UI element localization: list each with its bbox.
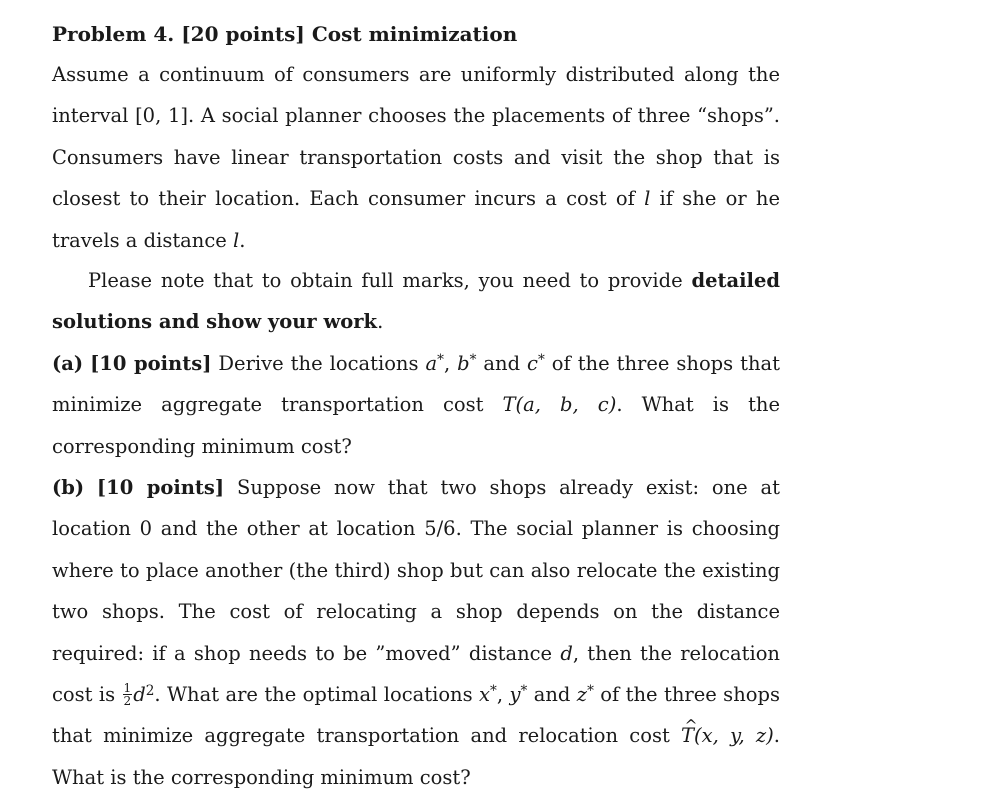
part-b: (b) [10 points] Suppose now that two shops already exist: one at location 0 and the other at location 5/6. The social planner is choosing where to place another (the third) shop but can also relocate the existing two shops. The cost of relocating a shop depends on the distance required: if a shop needs to be ”moved” distance d, then the relocation cost is $\frac{1}{2}$ $d^2$. What are the optimal locations x*, y* and z* of the three shops that minimize aggregate transportation and relocation cost ^ T(x, y, z). What is the corresponding minimum cost?: [52, 467, 780, 798]
intro-paragraph: Assume a continuum of consumers are uniformly distributed along the interval [0, 1]. A social planner chooses the placements of three “shops”. Consumers have linear transportation costs and visit the shop that is closest to their location. Each consumer incurs a cost of l if she or he travels a distance l.: [52, 63, 781, 252]
note-paragraph: Please note that to obtain full marks, you need to provide detailed solutions and show your work.: [52, 269, 780, 334]
t-hat: ^ T: [681, 715, 694, 756]
part-b-points: [10 points]: [96, 476, 225, 499]
problem-heading: [52, 14, 517, 54]
part-a-label: (a): [52, 352, 84, 375]
part-b-label: (b): [52, 476, 85, 499]
part-a: (a) [10 points] Derive the locations a*, b* and c* of the three shops that minimize aggregate transportation cost T(a, b, c). What is the corresponding minimum cost?: [52, 351, 780, 458]
note-emphasis: detailed solutions and show your work: [52, 269, 780, 334]
one-half-fraction: $\frac{1}{2}$: [123, 680, 132, 709]
problem-points: [20 points]: [181, 22, 305, 46]
problem-label: Problem 4.: [52, 22, 175, 46]
problem-title: Cost minimization: [311, 22, 518, 46]
part-a-points: [10 points]: [90, 352, 212, 375]
